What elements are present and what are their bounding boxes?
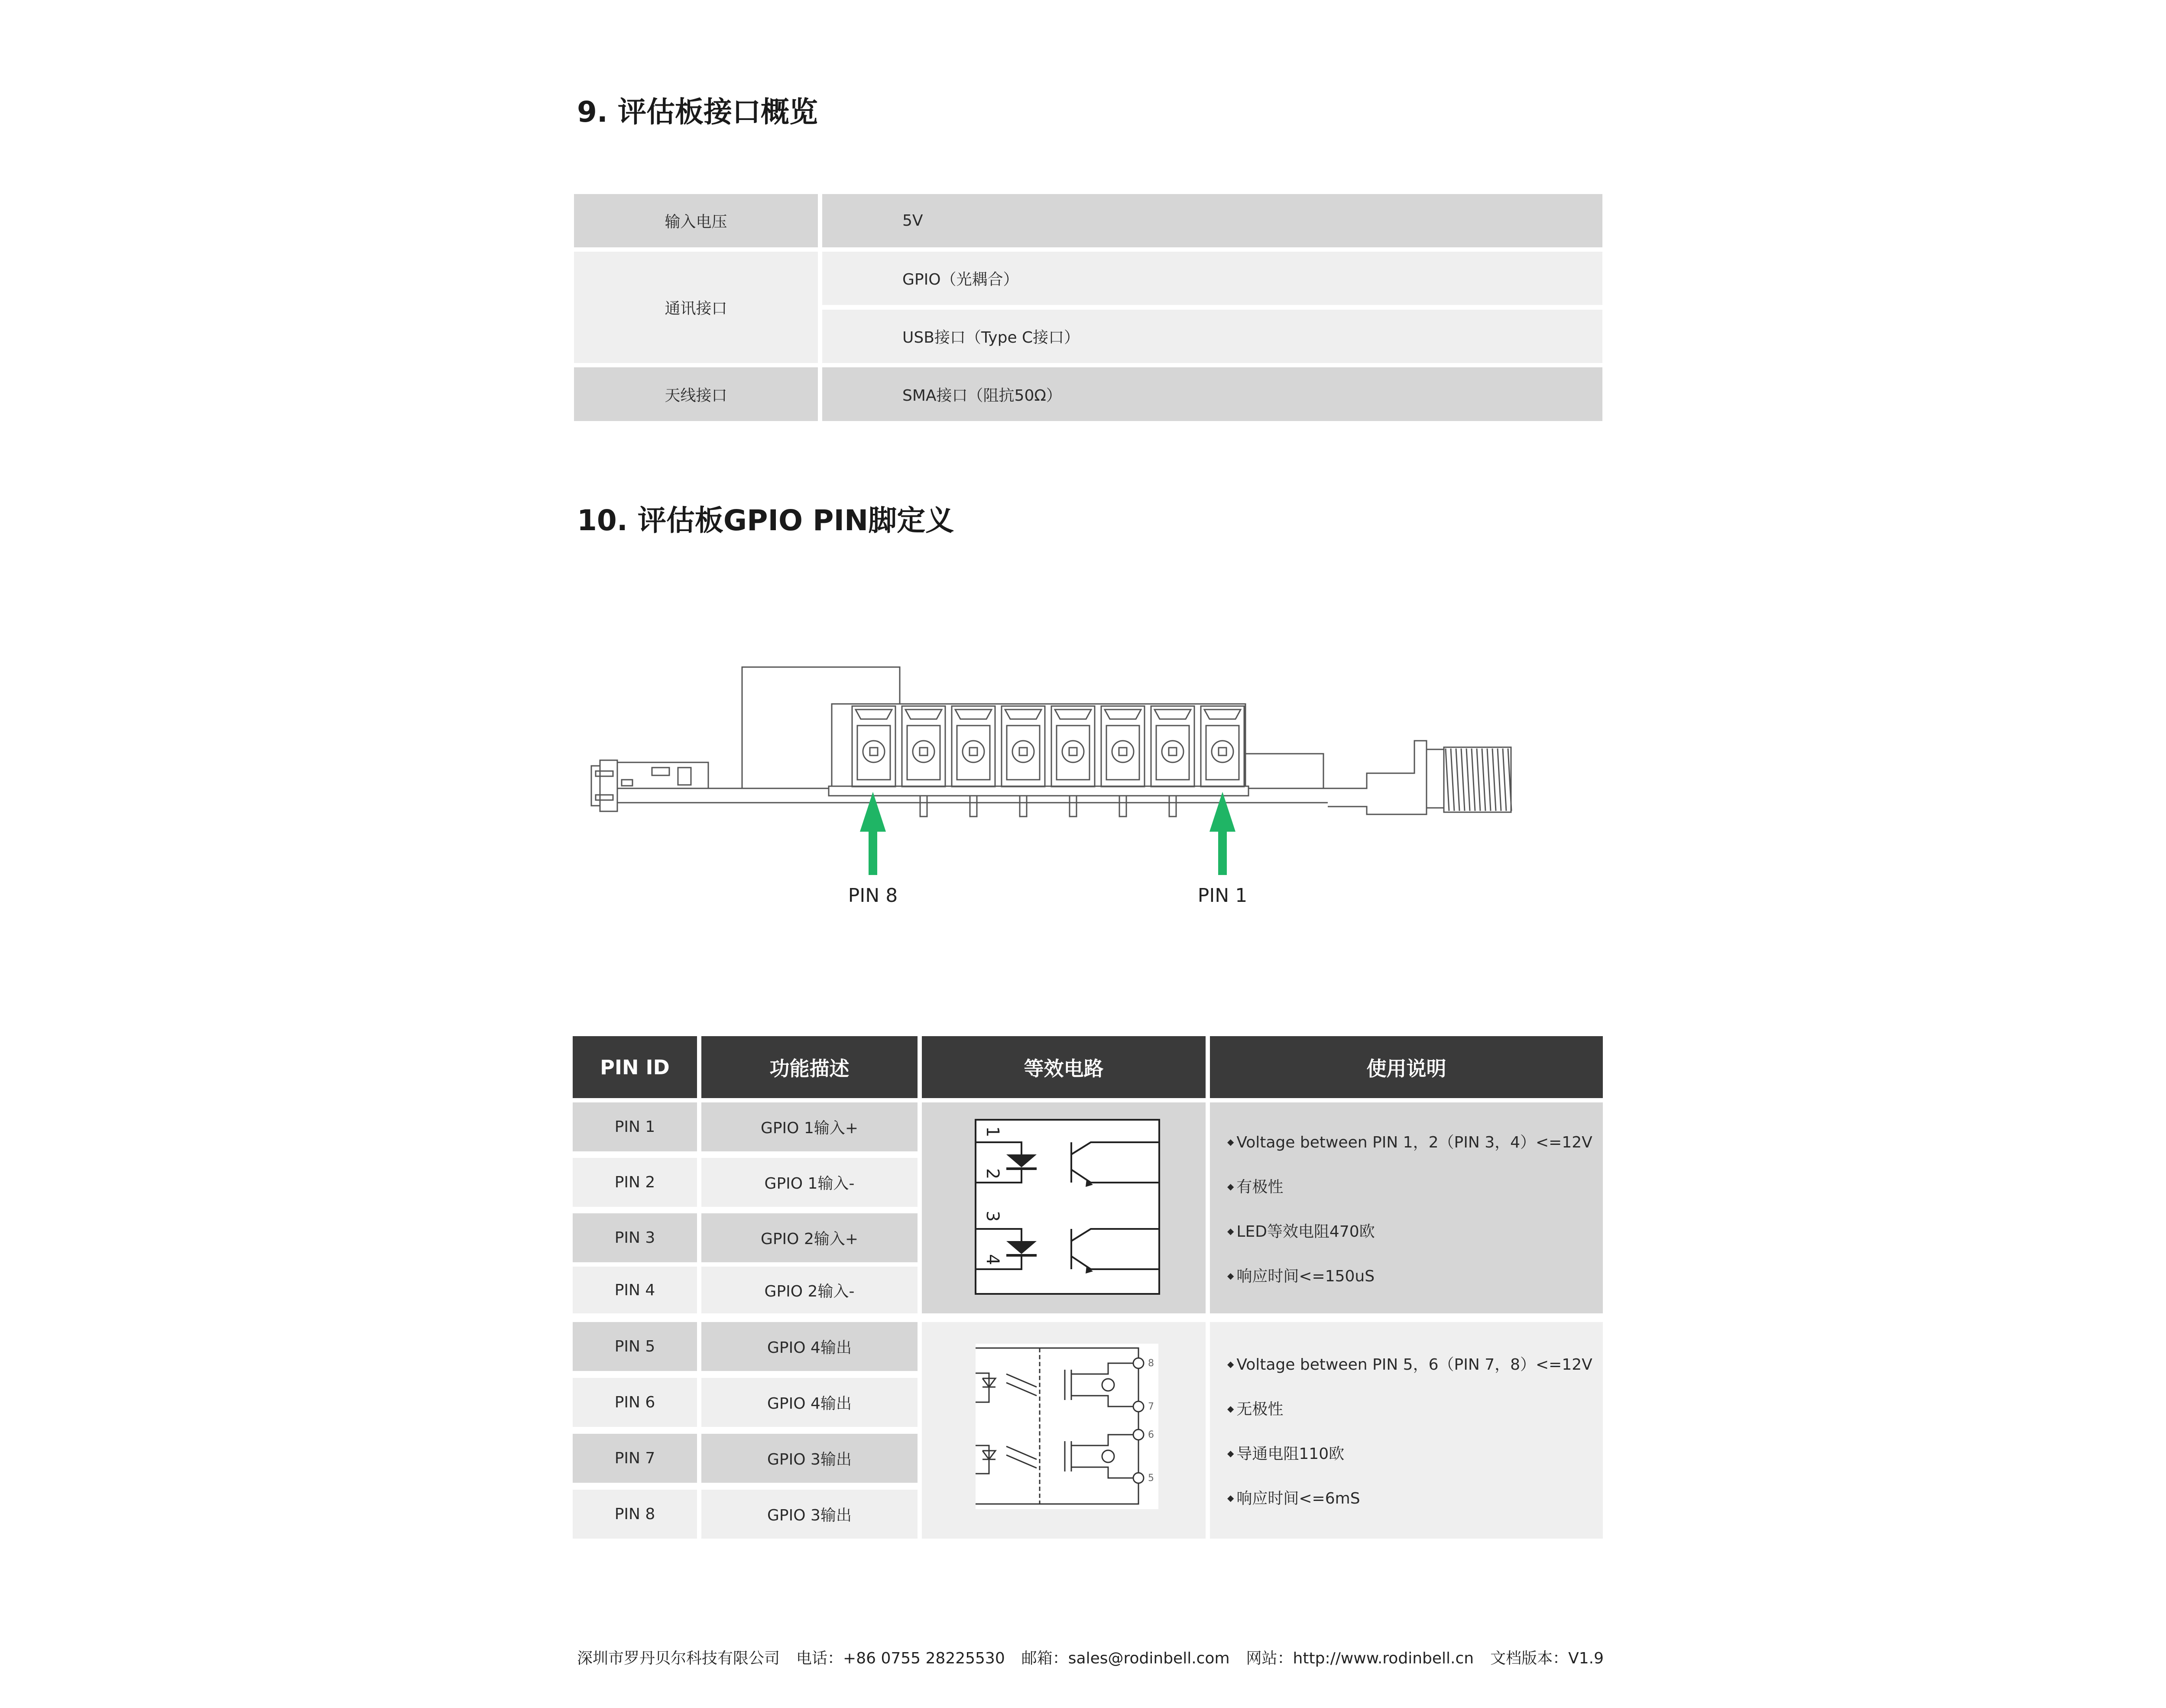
input-pin-num-3: 3 (982, 1211, 1002, 1222)
pin1-label: PIN 1 (1197, 885, 1248, 907)
pin-function-cell: GPIO 1输入+ (701, 1102, 918, 1151)
overview-value-usb: USB接口（Type C接口） (822, 310, 1602, 363)
pin-id-cell: PIN 4 (573, 1267, 697, 1313)
pin-id-cell: PIN 8 (573, 1490, 697, 1539)
pin8-arrow (860, 792, 886, 875)
overview-label-input-voltage: 输入电压 (574, 194, 818, 247)
input-note-polarity: ◆ 有极性 (1227, 1175, 1603, 1197)
overview-value-input-voltage: 5V (822, 194, 1602, 247)
interface-overview-table (574, 194, 1602, 421)
overview-label-comm-interface: 通讯接口 (574, 252, 818, 363)
output-relay-diagram (922, 1322, 1206, 1539)
footer-phone: 电话：+86 0755 28225530 (796, 1650, 1005, 1667)
footer-email[interactable]: 邮箱：sales@rodinbell.com (1021, 1650, 1230, 1667)
pin-function-cell: GPIO 3输出 (701, 1490, 918, 1539)
output-note-voltage: ◆ Voltage between PIN 5，6（PIN 7，8）<=12V (1227, 1352, 1603, 1374)
output-circuit-cell (922, 1322, 1206, 1539)
overview-label-antenna: 天线接口 (574, 367, 818, 421)
header-equivalent-circuit: 等效电路 (922, 1036, 1206, 1098)
pin-function-cell: GPIO 1输入- (701, 1158, 918, 1207)
input-pin-num-1: 1 (982, 1126, 1002, 1138)
input-pin-num-2: 2 (982, 1168, 1002, 1180)
footer-version: 文档版本：V1.9 (1490, 1650, 1604, 1667)
overview-value-gpio: GPIO（光耦合） (822, 252, 1602, 305)
footer-company: 深圳市罗丹贝尔科技有限公司 (577, 1650, 780, 1667)
output-pin-num-6: 6 (1148, 1429, 1154, 1440)
output-note-resistance: ◆ 导通电阻110欧 (1227, 1442, 1603, 1464)
section-9-title: 9. 评估板接口概览 (577, 95, 818, 129)
pin-id-cell: PIN 7 (573, 1434, 697, 1483)
pin-function-cell: GPIO 4输出 (701, 1378, 918, 1427)
pin-id-cell: PIN 5 (573, 1322, 697, 1371)
input-note-response: ◆ 响应时间<=150uS (1227, 1264, 1603, 1286)
pin-definition-table (573, 1036, 1603, 1539)
input-note-voltage: ◆ Voltage between PIN 1，2（PIN 3，4）<=12V (1227, 1130, 1603, 1152)
input-pin-num-4: 4 (982, 1254, 1002, 1265)
input-usage-notes (1210, 1102, 1603, 1313)
pin-id-cell: PIN 3 (573, 1213, 697, 1262)
header-usage-notes: 使用说明 (1210, 1036, 1603, 1098)
pin-id-cell: PIN 6 (573, 1378, 697, 1427)
overview-value-sma: SMA接口（阻抗50Ω） (822, 367, 1602, 421)
pin-function-cell: GPIO 3输出 (701, 1434, 918, 1483)
header-function: 功能描述 (701, 1036, 918, 1098)
pin1-arrow (1209, 792, 1235, 875)
pin-id-cell: PIN 1 (573, 1102, 697, 1151)
footer (577, 1646, 1604, 1668)
input-note-resistance: ◆ LED等效电阻470欧 (1227, 1219, 1603, 1241)
pin-function-cell: GPIO 2输入+ (701, 1213, 918, 1262)
output-pin-num-8: 8 (1148, 1358, 1154, 1369)
pin8-label: PIN 8 (848, 885, 898, 907)
output-pin-num-5: 5 (1148, 1473, 1154, 1484)
output-note-response: ◆ 响应时间<=6mS (1227, 1486, 1603, 1508)
footer-website[interactable]: 网站：http://www.rodinbell.cn (1246, 1650, 1474, 1667)
pin-function-cell: GPIO 2输入- (701, 1267, 918, 1313)
output-usage-notes (1210, 1322, 1603, 1539)
input-optocoupler-diagram (922, 1102, 1206, 1313)
pin-function-cell: GPIO 4输出 (701, 1322, 918, 1371)
header-pin-id: PIN ID (573, 1036, 697, 1098)
output-pin-num-7: 7 (1148, 1401, 1154, 1412)
output-note-polarity: ◆ 无极性 (1227, 1397, 1603, 1419)
pin-id-cell: PIN 2 (573, 1158, 697, 1207)
input-circuit-cell (922, 1102, 1206, 1313)
section-10-title: 10. 评估板GPIO PIN脚定义 (577, 504, 954, 537)
board-side-view-diagram (574, 654, 1602, 931)
